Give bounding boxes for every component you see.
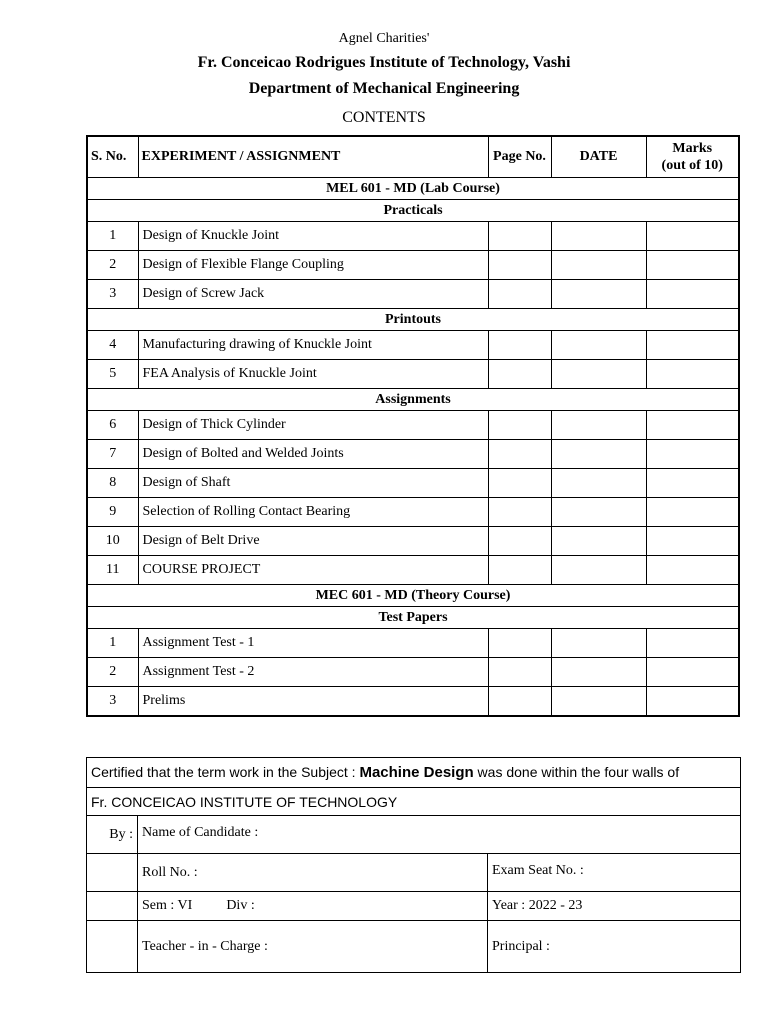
row-no: 8 [87, 469, 138, 498]
row-no: 7 [87, 440, 138, 469]
certificate-box [86, 757, 741, 973]
sem-label: Sem : VI [142, 898, 193, 913]
row-name: Design of Flexible Flange Coupling [138, 251, 488, 280]
date-cell [551, 629, 646, 658]
page-cell [488, 251, 551, 280]
marks-cell [646, 556, 739, 585]
row-no: 4 [87, 331, 138, 360]
row-no: 2 [87, 658, 138, 687]
table-row [87, 222, 739, 251]
table-row [87, 498, 739, 527]
col-date: DATE [551, 136, 646, 178]
table-row [87, 469, 739, 498]
page-cell [488, 280, 551, 309]
page-cell [488, 556, 551, 585]
marks-cell [646, 222, 739, 251]
blank-cell [87, 892, 138, 921]
table-header-row [87, 136, 739, 178]
row-no: 3 [87, 280, 138, 309]
date-cell [551, 556, 646, 585]
blank-cell [87, 921, 138, 973]
date-cell [551, 331, 646, 360]
row-name: Prelims [138, 687, 488, 717]
col-sno: S. No. [87, 136, 138, 178]
table-row [87, 331, 739, 360]
page-cell [488, 360, 551, 389]
course-heading: MEL 601 - MD (Lab Course) [87, 178, 739, 200]
date-cell [551, 498, 646, 527]
div-label: Div : [226, 898, 255, 913]
date-cell [551, 440, 646, 469]
roll-no-label: Roll No. : [138, 854, 488, 892]
row-name: Design of Bolted and Welded Joints [138, 440, 488, 469]
row-name: Design of Thick Cylinder [138, 411, 488, 440]
table-row [87, 556, 739, 585]
course-heading: MEC 601 - MD (Theory Course) [87, 585, 739, 607]
row-no: 9 [87, 498, 138, 527]
date-cell [551, 411, 646, 440]
page-cell [488, 331, 551, 360]
marks-cell [646, 331, 739, 360]
row-no: 1 [87, 629, 138, 658]
table-row [87, 629, 739, 658]
page-cell [488, 658, 551, 687]
marks-cell [646, 251, 739, 280]
candidate-name-label: Name of Candidate : [138, 816, 741, 854]
row-no: 3 [87, 687, 138, 717]
date-cell [551, 280, 646, 309]
table-row [87, 440, 739, 469]
marks-cell [646, 469, 739, 498]
principal-label: Principal : [488, 921, 741, 973]
marks-cell [646, 440, 739, 469]
marks-cell [646, 658, 739, 687]
marks-cell [646, 360, 739, 389]
table-row [87, 360, 739, 389]
row-name: FEA Analysis of Knuckle Joint [138, 360, 488, 389]
marks-cell [646, 629, 739, 658]
date-cell [551, 469, 646, 498]
table-row [87, 251, 739, 280]
row-name: Assignment Test - 1 [138, 629, 488, 658]
page-cell [488, 687, 551, 717]
marks-cell [646, 280, 739, 309]
table-row [87, 658, 739, 687]
cert-institute: Fr. CONCEICAO INSTITUTE OF TECHNOLOGY [87, 788, 741, 816]
date-cell [551, 658, 646, 687]
page-cell [488, 629, 551, 658]
marks-cell [646, 527, 739, 556]
row-no: 1 [87, 222, 138, 251]
page-cell [488, 222, 551, 251]
section-heading: Practicals [87, 200, 739, 222]
marks-cell [646, 687, 739, 717]
date-cell [551, 222, 646, 251]
row-no: 2 [87, 251, 138, 280]
by-label: By : [87, 816, 138, 854]
date-cell [551, 360, 646, 389]
col-marks [646, 136, 739, 178]
page-cell [488, 411, 551, 440]
cert-pre: Certified that the term work in the Subject : [91, 764, 360, 780]
section-heading: Printouts [87, 309, 739, 331]
date-cell [551, 527, 646, 556]
row-name: Design of Knuckle Joint [138, 222, 488, 251]
teacher-label: Teacher - in - Charge : [138, 921, 488, 973]
row-name: Design of Screw Jack [138, 280, 488, 309]
org-name: Agnel Charities' [338, 31, 430, 46]
row-no: 11 [87, 556, 138, 585]
institute-name: Fr. Conceicao Rodrigues Institute of Technology, Vashi [197, 54, 571, 71]
page-title: CONTENTS [342, 109, 426, 126]
sem-div-cell [138, 892, 488, 921]
col-marks-line2: (out of 10) [661, 158, 723, 173]
row-name: Design of Shaft [138, 469, 488, 498]
row-name: Assignment Test - 2 [138, 658, 488, 687]
col-page: Page No. [488, 136, 551, 178]
blank-cell [87, 854, 138, 892]
row-name: Design of Belt Drive [138, 527, 488, 556]
marks-cell [646, 411, 739, 440]
section-heading: Test Papers [87, 607, 739, 629]
row-name: Selection of Rolling Contact Bearing [138, 498, 488, 527]
col-experiment: EXPERIMENT / ASSIGNMENT [138, 136, 488, 178]
row-no: 10 [87, 527, 138, 556]
marks-cell [646, 498, 739, 527]
row-name: Manufacturing drawing of Knuckle Joint [138, 331, 488, 360]
page-cell [488, 469, 551, 498]
exam-seat-label: Exam Seat No. : [488, 854, 741, 892]
table-row [87, 280, 739, 309]
department-name: Department of Mechanical Engineering [248, 80, 520, 97]
cert-post: was done within the four walls of [473, 764, 680, 780]
contents-table [86, 135, 740, 717]
col-marks-line1: Marks [672, 141, 713, 156]
page-cell [488, 440, 551, 469]
year-label: Year : 2022 - 23 [488, 892, 741, 921]
subject-name: Machine Design [359, 764, 474, 781]
date-cell [551, 251, 646, 280]
page-cell [488, 498, 551, 527]
cert-statement [87, 758, 741, 788]
page-cell [488, 527, 551, 556]
row-no: 5 [87, 360, 138, 389]
row-no: 6 [87, 411, 138, 440]
table-row [87, 411, 739, 440]
table-row [87, 687, 739, 717]
row-name: COURSE PROJECT [138, 556, 488, 585]
table-row [87, 527, 739, 556]
date-cell [551, 687, 646, 717]
section-heading: Assignments [87, 389, 739, 411]
